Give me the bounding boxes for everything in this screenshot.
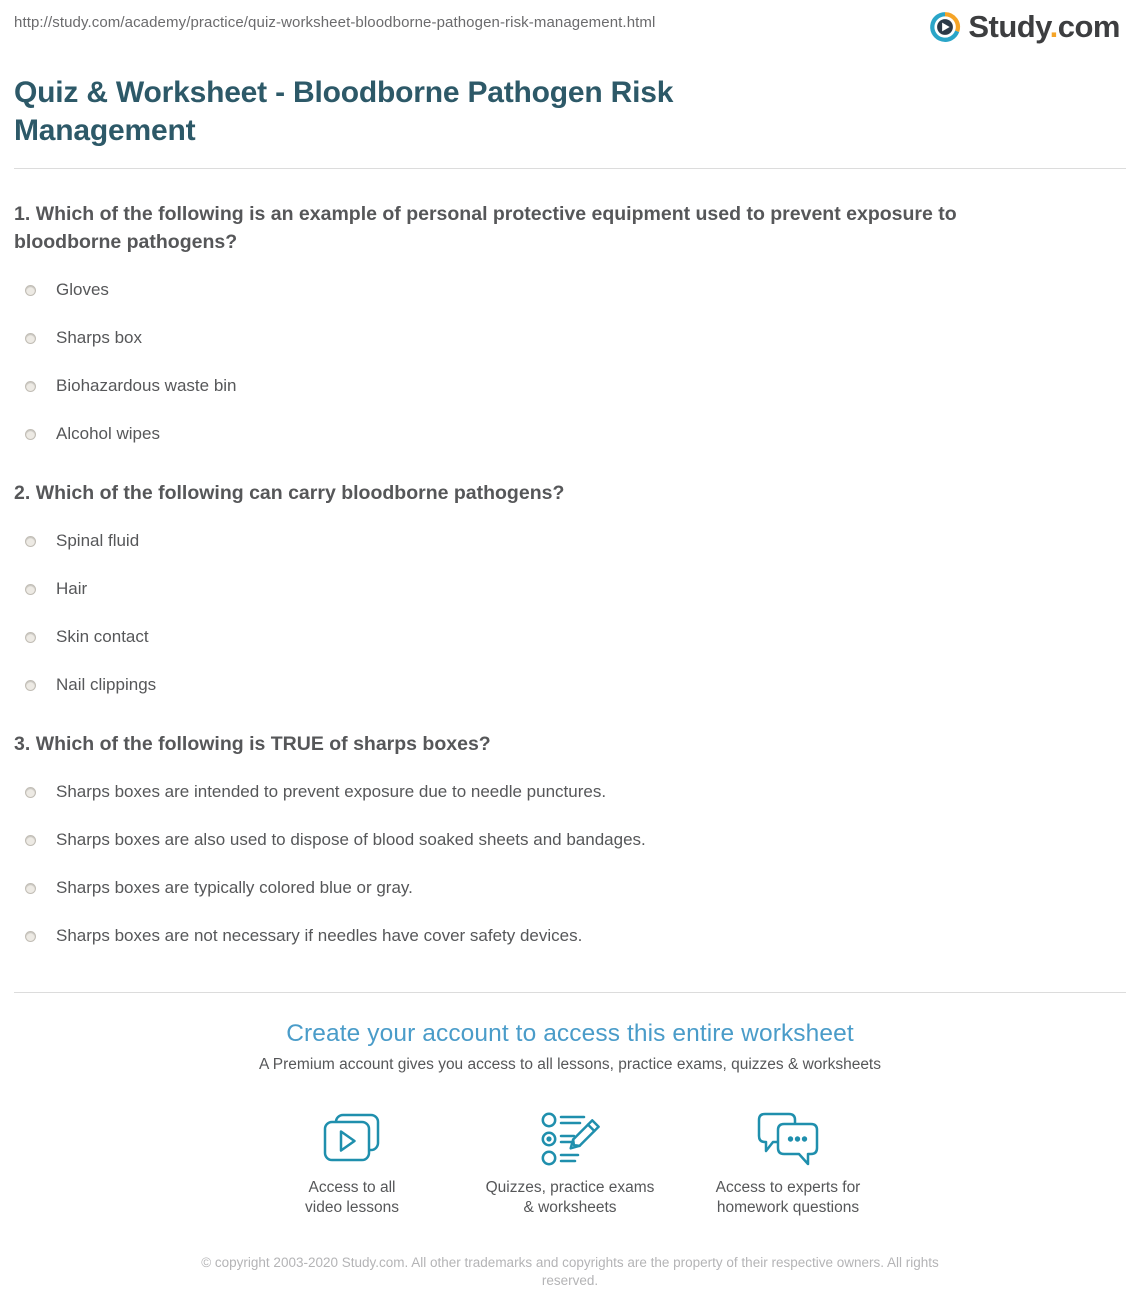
feature-video-lessons (243, 1108, 461, 1218)
page-header (0, 0, 1140, 58)
question-1 (14, 200, 1126, 448)
question-1-options (14, 276, 1126, 448)
option-label: Biohazardous waste bin (56, 376, 237, 395)
option-label: Skin contact (56, 627, 149, 646)
quiz-worksheet-icon (461, 1108, 679, 1170)
radio-button[interactable] (25, 584, 36, 595)
question-2-option-4[interactable] (14, 671, 1126, 699)
question-2 (14, 479, 1126, 699)
question-2-option-3[interactable] (14, 623, 1126, 651)
page-title: Quiz & Worksheet - Bloodborne Pathogen Risk Management (14, 76, 674, 147)
radio-button[interactable] (25, 632, 36, 643)
video-lessons-icon (243, 1108, 461, 1170)
question-1-text: 1. Which of the following is an example of personal protective equipment used to prevent exposure to bloodborne pathogens? (14, 203, 957, 253)
question-1-option-1[interactable] (14, 276, 1126, 304)
chat-experts-icon (679, 1108, 897, 1170)
radio-button[interactable] (25, 536, 36, 547)
question-3-number: 3. (14, 733, 31, 755)
option-label: Spinal fluid (56, 531, 140, 550)
radio-button[interactable] (25, 680, 36, 691)
copyright-text: © copyright 2003-2020 Study.com. All other trademarks and copyrights are the property of their respective owners. All rights reserved. (201, 1255, 939, 1288)
question-2-option-1[interactable] (14, 527, 1126, 555)
studycom-logo[interactable] (929, 10, 1120, 44)
option-label: Sharps boxes are also used to dispose of blood soaked sheets and bandages. (56, 830, 646, 849)
radio-button[interactable] (25, 381, 36, 392)
feature-label: Quizzes, practice exams & worksheets (485, 1179, 655, 1216)
feature-expert-help (679, 1108, 897, 1218)
question-3-option-4[interactable] (14, 922, 1126, 950)
option-label: Sharps boxes are typically colored blue or gray. (56, 878, 413, 897)
question-1-option-4[interactable] (14, 420, 1126, 448)
premium-subheading: A Premium account gives you access to all lessons, practice exams, quizzes & worksheets (259, 1056, 881, 1073)
logo-text-study: Study (968, 9, 1050, 44)
feature-list (0, 1108, 1140, 1218)
page-url: http://study.com/academy/practice/quiz-worksheet-bloodborne-pathogen-risk-management.html (14, 14, 656, 31)
question-3 (14, 730, 1126, 950)
radio-button[interactable] (25, 883, 36, 894)
radio-button[interactable] (25, 429, 36, 440)
question-3-text: 3. Which of the following is TRUE of sharps boxes? (14, 733, 491, 755)
radio-button[interactable] (25, 333, 36, 344)
question-3-option-2[interactable] (14, 826, 1126, 854)
radio-button[interactable] (25, 787, 36, 798)
option-label: Sharps box (56, 328, 142, 347)
logo-text-dot: . (1049, 9, 1058, 44)
title-divider (14, 168, 1126, 169)
question-2-number: 2. (14, 482, 31, 504)
option-label: Sharps boxes are not necessary if needles have cover safety devices. (56, 926, 583, 945)
question-2-options (14, 527, 1126, 699)
question-1-option-3[interactable] (14, 372, 1126, 400)
option-label: Nail clippings (56, 675, 157, 694)
radio-button[interactable] (25, 285, 36, 296)
feature-quizzes-worksheets (461, 1108, 679, 1218)
question-3-options (14, 778, 1126, 950)
logo-text-com: com (1057, 9, 1120, 44)
feature-label: Access to experts for homework questions (715, 1179, 861, 1216)
question-3-option-1[interactable] (14, 778, 1126, 806)
quiz-questions (0, 200, 1140, 950)
feature-label: Access to all video lessons (305, 1179, 399, 1216)
question-1-option-2[interactable] (14, 324, 1126, 352)
cta-section (0, 993, 1140, 1218)
create-account-link[interactable]: Create your account to access this entire worksheet (286, 1020, 854, 1047)
question-1-number: 1. (14, 203, 31, 225)
question-2-text: 2. Which of the following can carry bloodborne pathogens? (14, 482, 565, 504)
studycom-logo-icon (929, 11, 961, 43)
question-2-option-2[interactable] (14, 575, 1126, 603)
option-label: Sharps boxes are intended to prevent exposure due to needle punctures. (56, 782, 607, 801)
radio-button[interactable] (25, 931, 36, 942)
option-label: Alcohol wipes (56, 424, 160, 443)
option-label: Gloves (56, 280, 109, 299)
radio-button[interactable] (25, 835, 36, 846)
option-label: Hair (56, 579, 88, 598)
question-3-option-3[interactable] (14, 874, 1126, 902)
